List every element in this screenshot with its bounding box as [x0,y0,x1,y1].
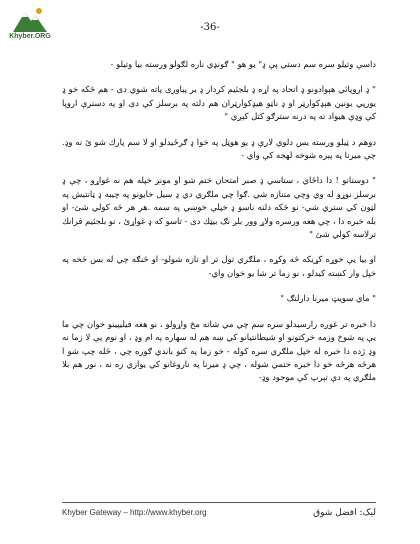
document-body [62,58,376,397]
paragraph: " دوستانو ! دا داځاي ، ستاسي ډ صبر امتحان ختم شو او مونږ خپله هم نه غواړو ، چې ډ برسلز نوړو له وي وچي متنازه شي .ګوا چي ملګري دي ډ سيل خايونو په چيبه ډ ټانتيش په لټون كي ستري شي- نو څكه دلته ناسو ډ خپلې خوښي په سمه .هر هر څه كولي شئ- او بله خبره دا ، چي هغه ورسره ولاړ وور بلږ نګ بيټك دى - تاسو كه ډ غواړئ ، نو بلجئيم فرانك ترلاسه كولي شئ " [62,175,376,240]
paragraph: دا خبره تر غوږه رارسيدلو سره سم چي مي شاته مخ واړولو ، نو هغه فيليپينو خوان چي ما يې په شوخ وزمه خركتونو او شيطانتيانو كي ښه هم له سهاره په ام وډ ، او نوم يې لا زما نه وډ ژده دا خبره له خپل ملګري سره كوله - خو زما په كتو باندي ګوره چي ، څله چپ شو ا هرڅه هرڅه خو دا خبره حتمي شوله ، چي ډ ميرنا په ناروغانو كي يوازي زه نه ، نور هم بلا ملګري په دې تېرپ كې موجود وډ- [62,318,376,383]
footer-source-link[interactable]: Khyber Gateway – http://www.khyber.org [62,508,207,517]
paragraph: داسې وتيلو سره سم دستي پې ډ" يو هو " ګونډي ناره لګولو ورسته بيا وتيلو - [110,59,376,69]
paragraph: " ډ اروپائي هېوادونو ډ اتحاد په اړه ډ بلجئيم كردار ډ بر پياورى پاته شوي دى - هم څكه خو ډ يورپي يونين هېډكوارټر او ډ ناټو هيډكوارټران هم دلته په برسلز كې دى او په دسترې اروپا كې وډې هيواد ته په درنه سترګو كتل كېږي " [62,84,376,122]
paragraph: " ماي سويټ ميرنا دارلنګ " [280,293,376,304]
paragraph: او بيا يې خوړه كړيكه څه وكړه ، ملګري تول تر او تازه شولو- او څنګه چي له بس څخه په خپل وار كښته كيدلو ، نو زما تر شا يو خوان واي- [62,254,376,278]
page-footer [62,502,376,532]
logo-text: Khyber.ORG [9,33,51,40]
paragraph: دوهم د ټيلو ورسته يس دلوې لارې ډ يو هوټل په خوا ډ ګرځيدلو او لا سم پارك شو ئ نه وډ. چې ميرنا په پېره شوخه لهجه كې واي - [62,136,376,161]
footer-author: ليک: افضل شوق [313,508,376,518]
page-number: -36- [200,22,220,33]
